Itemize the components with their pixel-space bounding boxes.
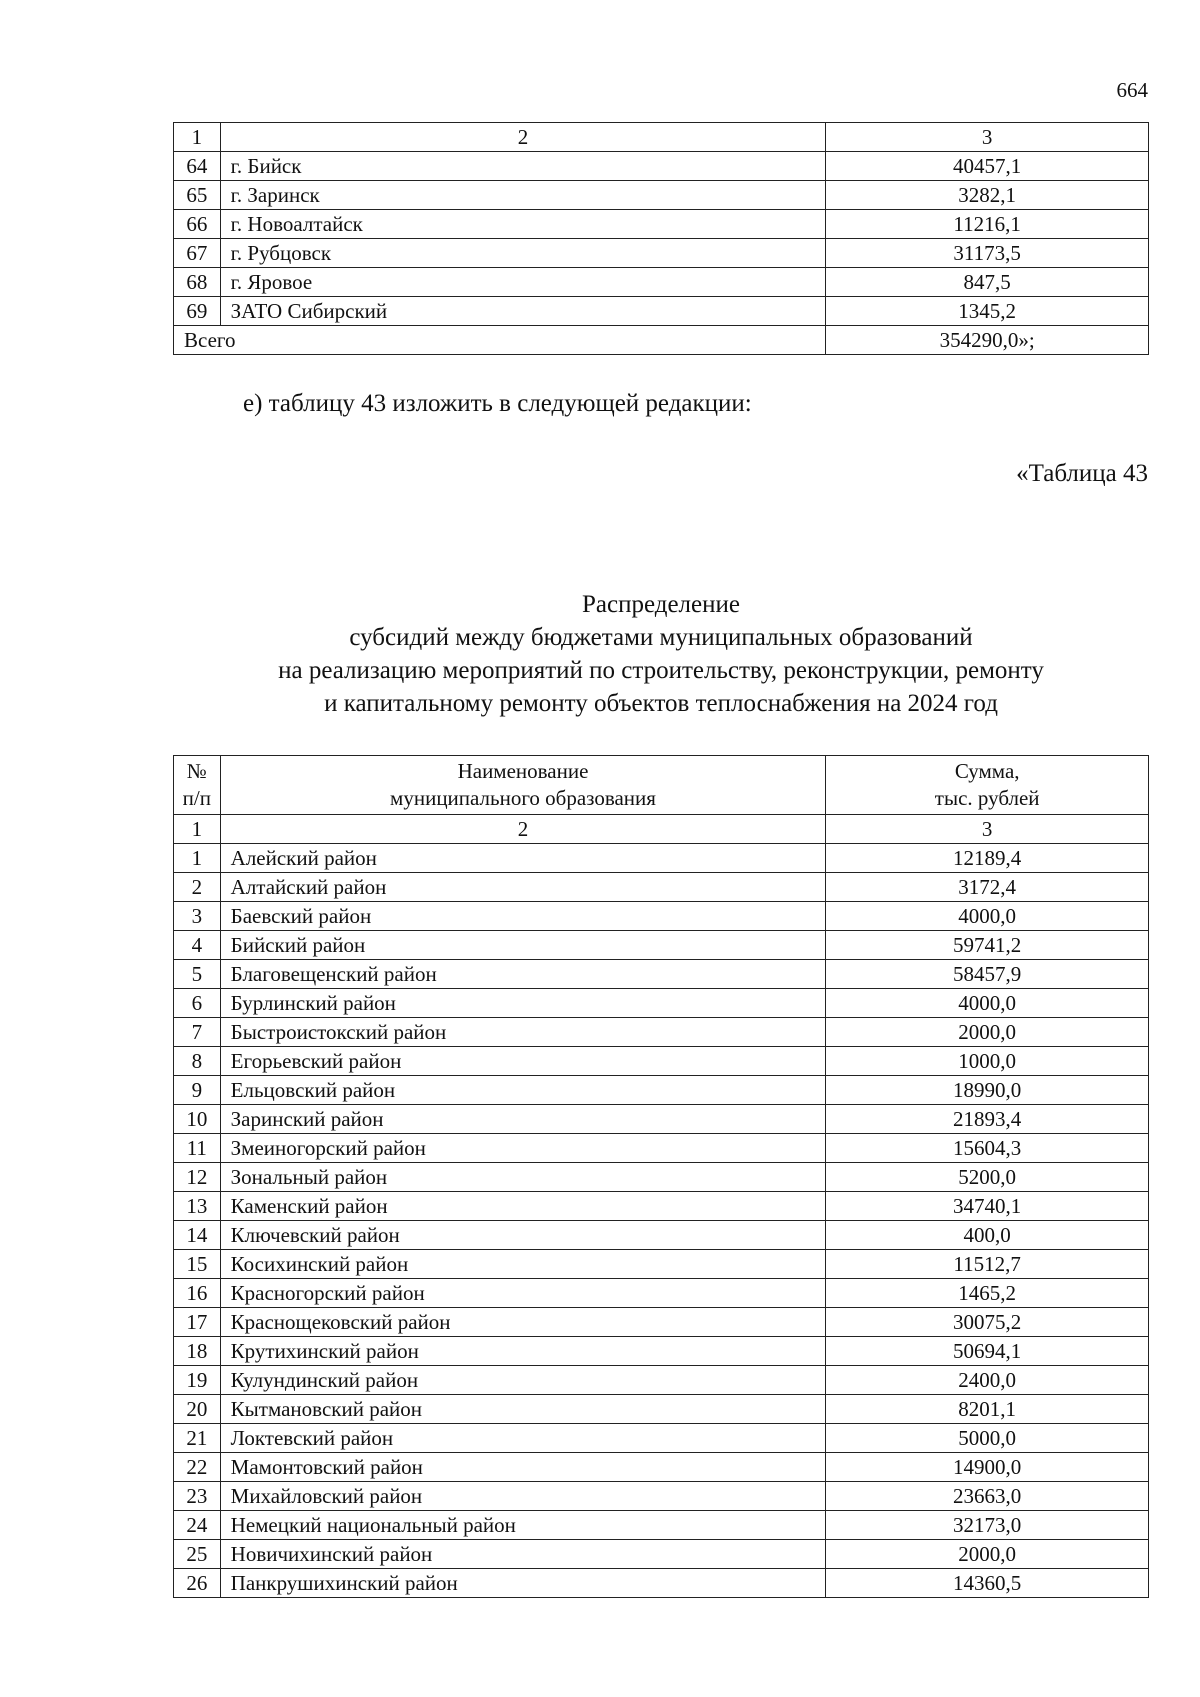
row-name: Кулундинский район — [220, 1366, 826, 1395]
row-value: 12189,4 — [826, 844, 1149, 873]
row-name: Ключевский район — [220, 1221, 826, 1250]
row-number: 13 — [174, 1192, 221, 1221]
header-number-line-2: п/п — [182, 786, 211, 810]
row-value: 11216,1 — [826, 210, 1149, 239]
table-row — [174, 1192, 1149, 1221]
table-body — [174, 815, 1149, 1598]
row-number: 10 — [174, 1105, 221, 1134]
row-number: 25 — [174, 1540, 221, 1569]
row-number: 18 — [174, 1337, 221, 1366]
column-number-3: 3 — [826, 815, 1149, 844]
title-line-4: и капитальному ремонту объектов теплоснабжения на 2024 год — [324, 690, 998, 717]
table-header — [174, 756, 1149, 815]
title-line-3: на реализацию мероприятий по строительству, реконструкции, ремонту — [278, 657, 1044, 684]
table-row — [174, 1511, 1149, 1540]
row-value: 847,5 — [826, 268, 1149, 297]
row-value: 59741,2 — [826, 931, 1149, 960]
header-sum — [826, 756, 1149, 815]
row-name: Кытмановский район — [220, 1395, 826, 1424]
row-name: Новичихинский район — [220, 1540, 826, 1569]
table-row — [174, 1366, 1149, 1395]
row-number: 7 — [174, 1018, 221, 1047]
table-row — [174, 239, 1149, 268]
row-number: 8 — [174, 1047, 221, 1076]
row-value: 50694,1 — [826, 1337, 1149, 1366]
table-row — [174, 1018, 1149, 1047]
header-name — [220, 756, 826, 815]
total-value: 354290,0»; — [826, 326, 1149, 355]
column-number-1: 1 — [174, 123, 221, 152]
row-number: 5 — [174, 960, 221, 989]
total-label: Всего — [174, 326, 826, 355]
table-caption: «Таблица 43 — [1016, 460, 1148, 487]
row-name: Алтайский район — [220, 873, 826, 902]
column-number-row — [174, 123, 1149, 152]
table-row — [174, 1337, 1149, 1366]
table-row — [174, 1134, 1149, 1163]
table-row — [174, 1105, 1149, 1134]
column-number-row — [174, 815, 1149, 844]
row-name: г. Яровое — [220, 268, 826, 297]
row-name: Косихинский район — [220, 1250, 826, 1279]
header-sum-line-2: тыс. рублей — [934, 786, 1040, 810]
table-row — [174, 1424, 1149, 1453]
row-value: 2000,0 — [826, 1540, 1149, 1569]
row-value: 58457,9 — [826, 960, 1149, 989]
total-row — [174, 326, 1149, 355]
header-number-line-1: № — [186, 759, 207, 783]
header-number — [174, 756, 221, 815]
row-number: 12 — [174, 1163, 221, 1192]
row-name: Егорьевский район — [220, 1047, 826, 1076]
row-number: 24 — [174, 1511, 221, 1540]
row-value: 34740,1 — [826, 1192, 1149, 1221]
table-row — [174, 1076, 1149, 1105]
row-number: 19 — [174, 1366, 221, 1395]
row-number: 16 — [174, 1279, 221, 1308]
row-name: Баевский район — [220, 902, 826, 931]
row-name: Алейский район — [220, 844, 826, 873]
row-value: 5200,0 — [826, 1163, 1149, 1192]
document-title — [173, 588, 1149, 720]
row-value: 1465,2 — [826, 1279, 1149, 1308]
row-name: Краснощековский район — [220, 1308, 826, 1337]
row-number: 1 — [174, 844, 221, 873]
header-sum-line-1: Сумма, — [954, 759, 1020, 783]
row-number: 11 — [174, 1134, 221, 1163]
row-value: 2000,0 — [826, 1018, 1149, 1047]
table-row — [174, 1163, 1149, 1192]
row-value: 5000,0 — [826, 1424, 1149, 1453]
table-row — [174, 297, 1149, 326]
table-row — [174, 931, 1149, 960]
row-value: 2400,0 — [826, 1366, 1149, 1395]
row-name: Панкрушихинский район — [220, 1569, 826, 1598]
table-row — [174, 181, 1149, 210]
row-name: Заринский район — [220, 1105, 826, 1134]
row-number: 21 — [174, 1424, 221, 1453]
row-number: 3 — [174, 902, 221, 931]
row-value: 14360,5 — [826, 1569, 1149, 1598]
row-value: 40457,1 — [826, 152, 1149, 181]
row-name: Михайловский район — [220, 1482, 826, 1511]
column-number-3: 3 — [826, 123, 1149, 152]
previous-table-continuation — [173, 122, 1149, 355]
page-number: 664 — [1116, 78, 1148, 102]
row-number: 9 — [174, 1076, 221, 1105]
column-number-2: 2 — [220, 123, 826, 152]
title-line-1: Распределение — [582, 591, 740, 618]
row-number: 14 — [174, 1221, 221, 1250]
row-name: Крутихинский район — [220, 1337, 826, 1366]
row-name: Мамонтовский район — [220, 1453, 826, 1482]
table-row — [174, 1221, 1149, 1250]
row-value: 3282,1 — [826, 181, 1149, 210]
row-name: ЗАТО Сибирский — [220, 297, 826, 326]
table-row — [174, 1482, 1149, 1511]
row-value: 18990,0 — [826, 1076, 1149, 1105]
amendment-text: е) таблицу 43 изложить в следующей редакции: — [243, 390, 752, 417]
column-number-1: 1 — [174, 815, 221, 844]
row-number: 64 — [174, 152, 221, 181]
row-name: Благовещенский район — [220, 960, 826, 989]
row-value: 1000,0 — [826, 1047, 1149, 1076]
row-number: 17 — [174, 1308, 221, 1337]
table-row — [174, 1453, 1149, 1482]
row-name: г. Рубцовск — [220, 239, 826, 268]
row-name: Зональный район — [220, 1163, 826, 1192]
row-name: Немецкий национальный район — [220, 1511, 826, 1540]
row-number: 15 — [174, 1250, 221, 1279]
row-value: 11512,7 — [826, 1250, 1149, 1279]
row-number: 69 — [174, 297, 221, 326]
row-name: Ельцовский район — [220, 1076, 826, 1105]
table-row — [174, 1308, 1149, 1337]
table-row — [174, 873, 1149, 902]
table-row — [174, 1279, 1149, 1308]
table-row — [174, 210, 1149, 239]
table-row — [174, 844, 1149, 873]
row-number: 23 — [174, 1482, 221, 1511]
row-name: г. Новоалтайск — [220, 210, 826, 239]
table-row — [174, 989, 1149, 1018]
table-row — [174, 1395, 1149, 1424]
row-name: Локтевский район — [220, 1424, 826, 1453]
row-number: 2 — [174, 873, 221, 902]
column-number-2: 2 — [220, 815, 826, 844]
row-value: 4000,0 — [826, 989, 1149, 1018]
subsidy-distribution-table — [173, 755, 1149, 1598]
row-number: 20 — [174, 1395, 221, 1424]
row-value: 30075,2 — [826, 1308, 1149, 1337]
row-name: г. Заринск — [220, 181, 826, 210]
header-row — [174, 756, 1149, 815]
table-row — [174, 960, 1149, 989]
row-value: 15604,3 — [826, 1134, 1149, 1163]
row-value: 31173,5 — [826, 239, 1149, 268]
row-value: 14900,0 — [826, 1453, 1149, 1482]
row-value: 3172,4 — [826, 873, 1149, 902]
row-number: 22 — [174, 1453, 221, 1482]
table-row — [174, 1569, 1149, 1598]
row-name: Красногорский район — [220, 1279, 826, 1308]
row-value: 400,0 — [826, 1221, 1149, 1250]
header-name-line-1: Наименование — [457, 759, 589, 783]
table-row — [174, 1540, 1149, 1569]
previous-table-body — [174, 123, 1149, 355]
row-value: 4000,0 — [826, 902, 1149, 931]
row-name: Бийский район — [220, 931, 826, 960]
table-row — [174, 268, 1149, 297]
row-value: 23663,0 — [826, 1482, 1149, 1511]
row-number: 65 — [174, 181, 221, 210]
row-name: г. Бийск — [220, 152, 826, 181]
row-name: Змеиногорский район — [220, 1134, 826, 1163]
row-name: Каменский район — [220, 1192, 826, 1221]
row-name: Бурлинский район — [220, 989, 826, 1018]
table-row — [174, 152, 1149, 181]
row-number: 66 — [174, 210, 221, 239]
row-number: 4 — [174, 931, 221, 960]
row-value: 8201,1 — [826, 1395, 1149, 1424]
row-number: 26 — [174, 1569, 221, 1598]
table-row — [174, 902, 1149, 931]
row-number: 68 — [174, 268, 221, 297]
row-value: 32173,0 — [826, 1511, 1149, 1540]
table-row — [174, 1047, 1149, 1076]
row-value: 1345,2 — [826, 297, 1149, 326]
table-row — [174, 1250, 1149, 1279]
row-number: 6 — [174, 989, 221, 1018]
row-value: 21893,4 — [826, 1105, 1149, 1134]
header-name-line-2: муниципального образования — [390, 786, 656, 810]
title-line-2: субсидий между бюджетами муниципальных образований — [349, 624, 973, 651]
row-number: 67 — [174, 239, 221, 268]
row-name: Быстроистокский район — [220, 1018, 826, 1047]
